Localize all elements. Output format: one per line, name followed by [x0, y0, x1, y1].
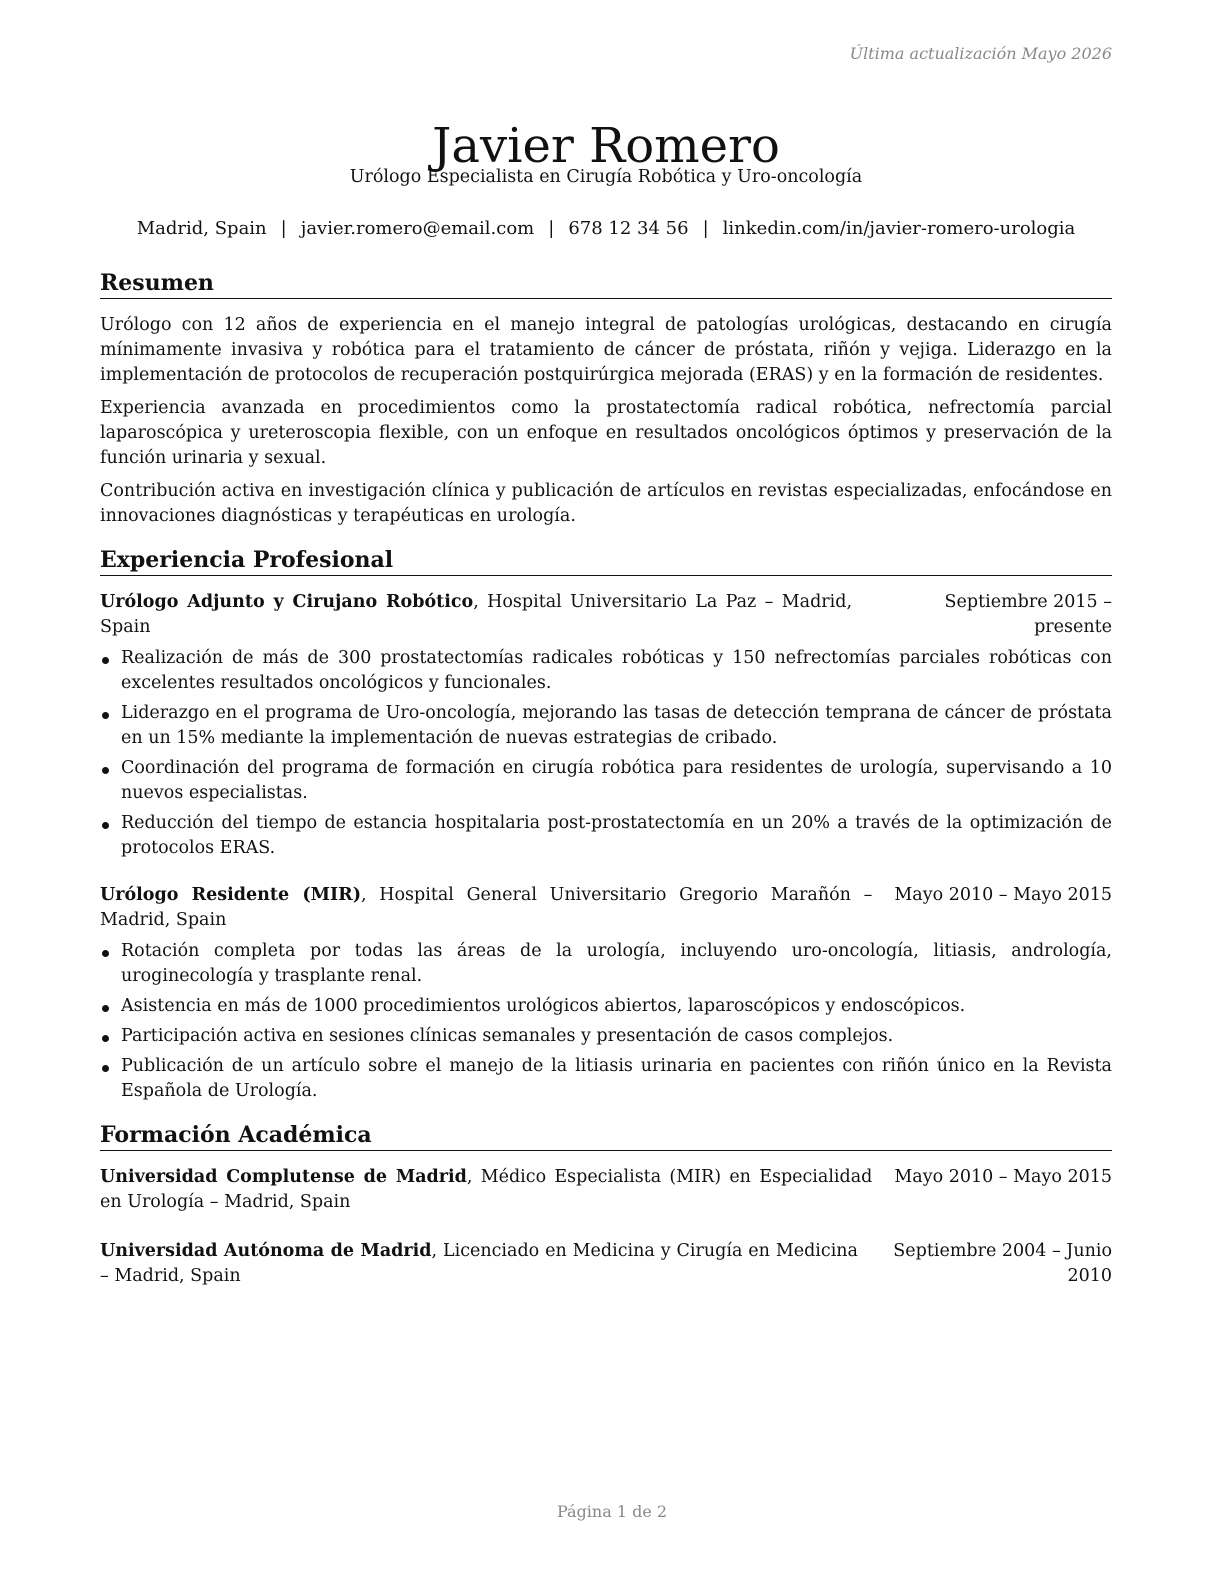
education-details: , Licenciado en Medicina y Cirugía en Medicina – Madrid, Spain — [100, 1241, 858, 1286]
education-title-line — [100, 1165, 894, 1215]
education-title-line — [100, 1239, 880, 1289]
job-bullet-list — [100, 646, 1112, 861]
job-title-line — [100, 883, 894, 933]
job-dates: Mayo 2010 – Mayo 2015 — [894, 885, 1112, 905]
job-entry — [100, 590, 1112, 861]
list-item — [100, 701, 1112, 751]
bullet-text: Asistencia en más de 1000 procedimientos urológicos abiertos, laparoscópicos y endoscópicos. — [121, 996, 966, 1016]
last-updated-date: Última actualización Mayo 2026 — [849, 44, 1112, 63]
bullet-icon — [102, 1065, 109, 1072]
job-header — [100, 883, 1112, 933]
bullet-text: Rotación completa por todas las áreas de la urología, incluyendo uro-oncología, litiasis, andrología, uroginecología y trasplante renal. — [121, 941, 1112, 986]
bullet-icon — [102, 767, 109, 774]
bullet-text: Publicación de un artículo sobre el manejo de la litiasis urinaria en pacientes con riñón único en la Revista Española de Urología. — [121, 1056, 1112, 1101]
education-institution: Universidad Complutense de Madrid — [100, 1167, 467, 1187]
experience-section — [100, 545, 1112, 1104]
job-title-line — [100, 590, 874, 640]
list-item — [100, 1024, 1112, 1049]
contact-separator: | — [548, 218, 555, 239]
list-item — [100, 756, 1112, 806]
job-role: Urólogo Residente (MIR) — [100, 885, 361, 905]
summary-section — [100, 268, 1112, 529]
education-institution: Universidad Autónoma de Madrid — [100, 1241, 432, 1261]
section-title-summary: Resumen — [100, 268, 1112, 299]
contact-location: Madrid, Spain — [136, 218, 267, 239]
bullet-icon — [102, 712, 109, 719]
contact-linkedin[interactable]: linkedin.com/in/javier-romero-urologia — [722, 218, 1076, 239]
education-dates: Septiembre 2004 – Junio 2010 — [893, 1241, 1112, 1286]
bullet-icon — [102, 1035, 109, 1042]
contact-email[interactable]: javier.romero@email.com — [300, 218, 535, 239]
job-header — [100, 590, 1112, 640]
bullet-text: Coordinación del programa de formación en cirugía robótica para residentes de urología, supervisando a 10 nuevos especialistas. — [121, 758, 1112, 803]
job-details: , Hospital Universitario La Paz – Madrid, Spain — [100, 592, 853, 637]
bullet-icon — [102, 950, 109, 957]
list-item — [100, 646, 1112, 696]
education-dates: Mayo 2010 – Mayo 2015 — [894, 1167, 1112, 1187]
resume-body — [100, 268, 1112, 1313]
contact-line — [100, 218, 1112, 239]
list-item — [100, 811, 1112, 861]
contact-separator: | — [702, 218, 709, 239]
bullet-text: Reducción del tiempo de estancia hospitalaria post-prostatectomía en un 20% a través de la optimización de protocolos ERAS. — [121, 813, 1112, 858]
bullet-icon — [102, 822, 109, 829]
section-title-education: Formación Académica — [100, 1120, 1112, 1151]
job-dates: Septiembre 2015 – presente — [944, 592, 1112, 637]
education-section — [100, 1120, 1112, 1289]
list-item — [100, 1054, 1112, 1104]
summary-paragraph: Experiencia avanzada en procedimientos como la prostatectomía radical robótica, nefrectomía parcial laparoscópica y ureteroscopia flexible, con un enfoque en resultados oncológicos óptimos y preservación de la función urinaria y sexual. — [100, 398, 1112, 468]
bullet-icon — [102, 1005, 109, 1012]
education-entry — [100, 1239, 1112, 1289]
bullet-text: Realización de más de 300 prostatectomías radicales robóticas y 150 nefrectomías parciales robóticas con excelentes resultados oncológicos y funcionales. — [121, 648, 1112, 693]
professional-headline: Urólogo Especialista en Cirugía Robótica y Uro-oncología — [349, 167, 863, 187]
job-bullet-list — [100, 939, 1112, 1104]
education-details: , Médico Especialista (MIR) en Especialidad en Urología – Madrid, Spain — [100, 1167, 873, 1212]
job-role: Urólogo Adjunto y Cirujano Robótico — [100, 592, 474, 612]
summary-paragraph: Contribución activa en investigación clínica y publicación de artículos en revistas especializadas, enfocándose en innovaciones diagnósticas y terapéuticas en urología. — [100, 481, 1112, 526]
education-entry — [100, 1165, 1112, 1215]
bullet-text: Participación activa en sesiones clínicas semanales y presentación de casos complejos. — [121, 1026, 894, 1046]
contact-separator: | — [280, 218, 287, 239]
contact-phone: 678 12 34 56 — [568, 218, 689, 239]
page-number: Página 1 de 2 — [556, 1502, 668, 1521]
summary-paragraph: Urólogo con 12 años de experiencia en el manejo integral de patologías urológicas, destacando en cirugía mínimamente invasiva y robótica para el tratamiento de cáncer de próstata, riñón y vejiga. Liderazgo en la implementación de protocolos de recuperación postquirúrgica mejorada (ERAS) y en la formación de residentes. — [100, 315, 1112, 385]
list-item — [100, 939, 1112, 989]
bullet-text: Liderazgo en el programa de Uro-oncología, mejorando las tasas de detección temprana de cáncer de próstata en un 15% mediante la implementación de nuevas estrategias de cribado. — [121, 703, 1112, 748]
job-entry — [100, 883, 1112, 1104]
list-item — [100, 994, 1112, 1019]
resume-page — [100, 0, 1112, 1584]
section-title-experience: Experiencia Profesional — [100, 545, 1112, 576]
candidate-name: Javier Romero — [432, 118, 780, 175]
bullet-icon — [102, 657, 109, 664]
job-details: , Hospital General Universitario Gregorio Marañón – Madrid, Spain — [100, 885, 873, 930]
